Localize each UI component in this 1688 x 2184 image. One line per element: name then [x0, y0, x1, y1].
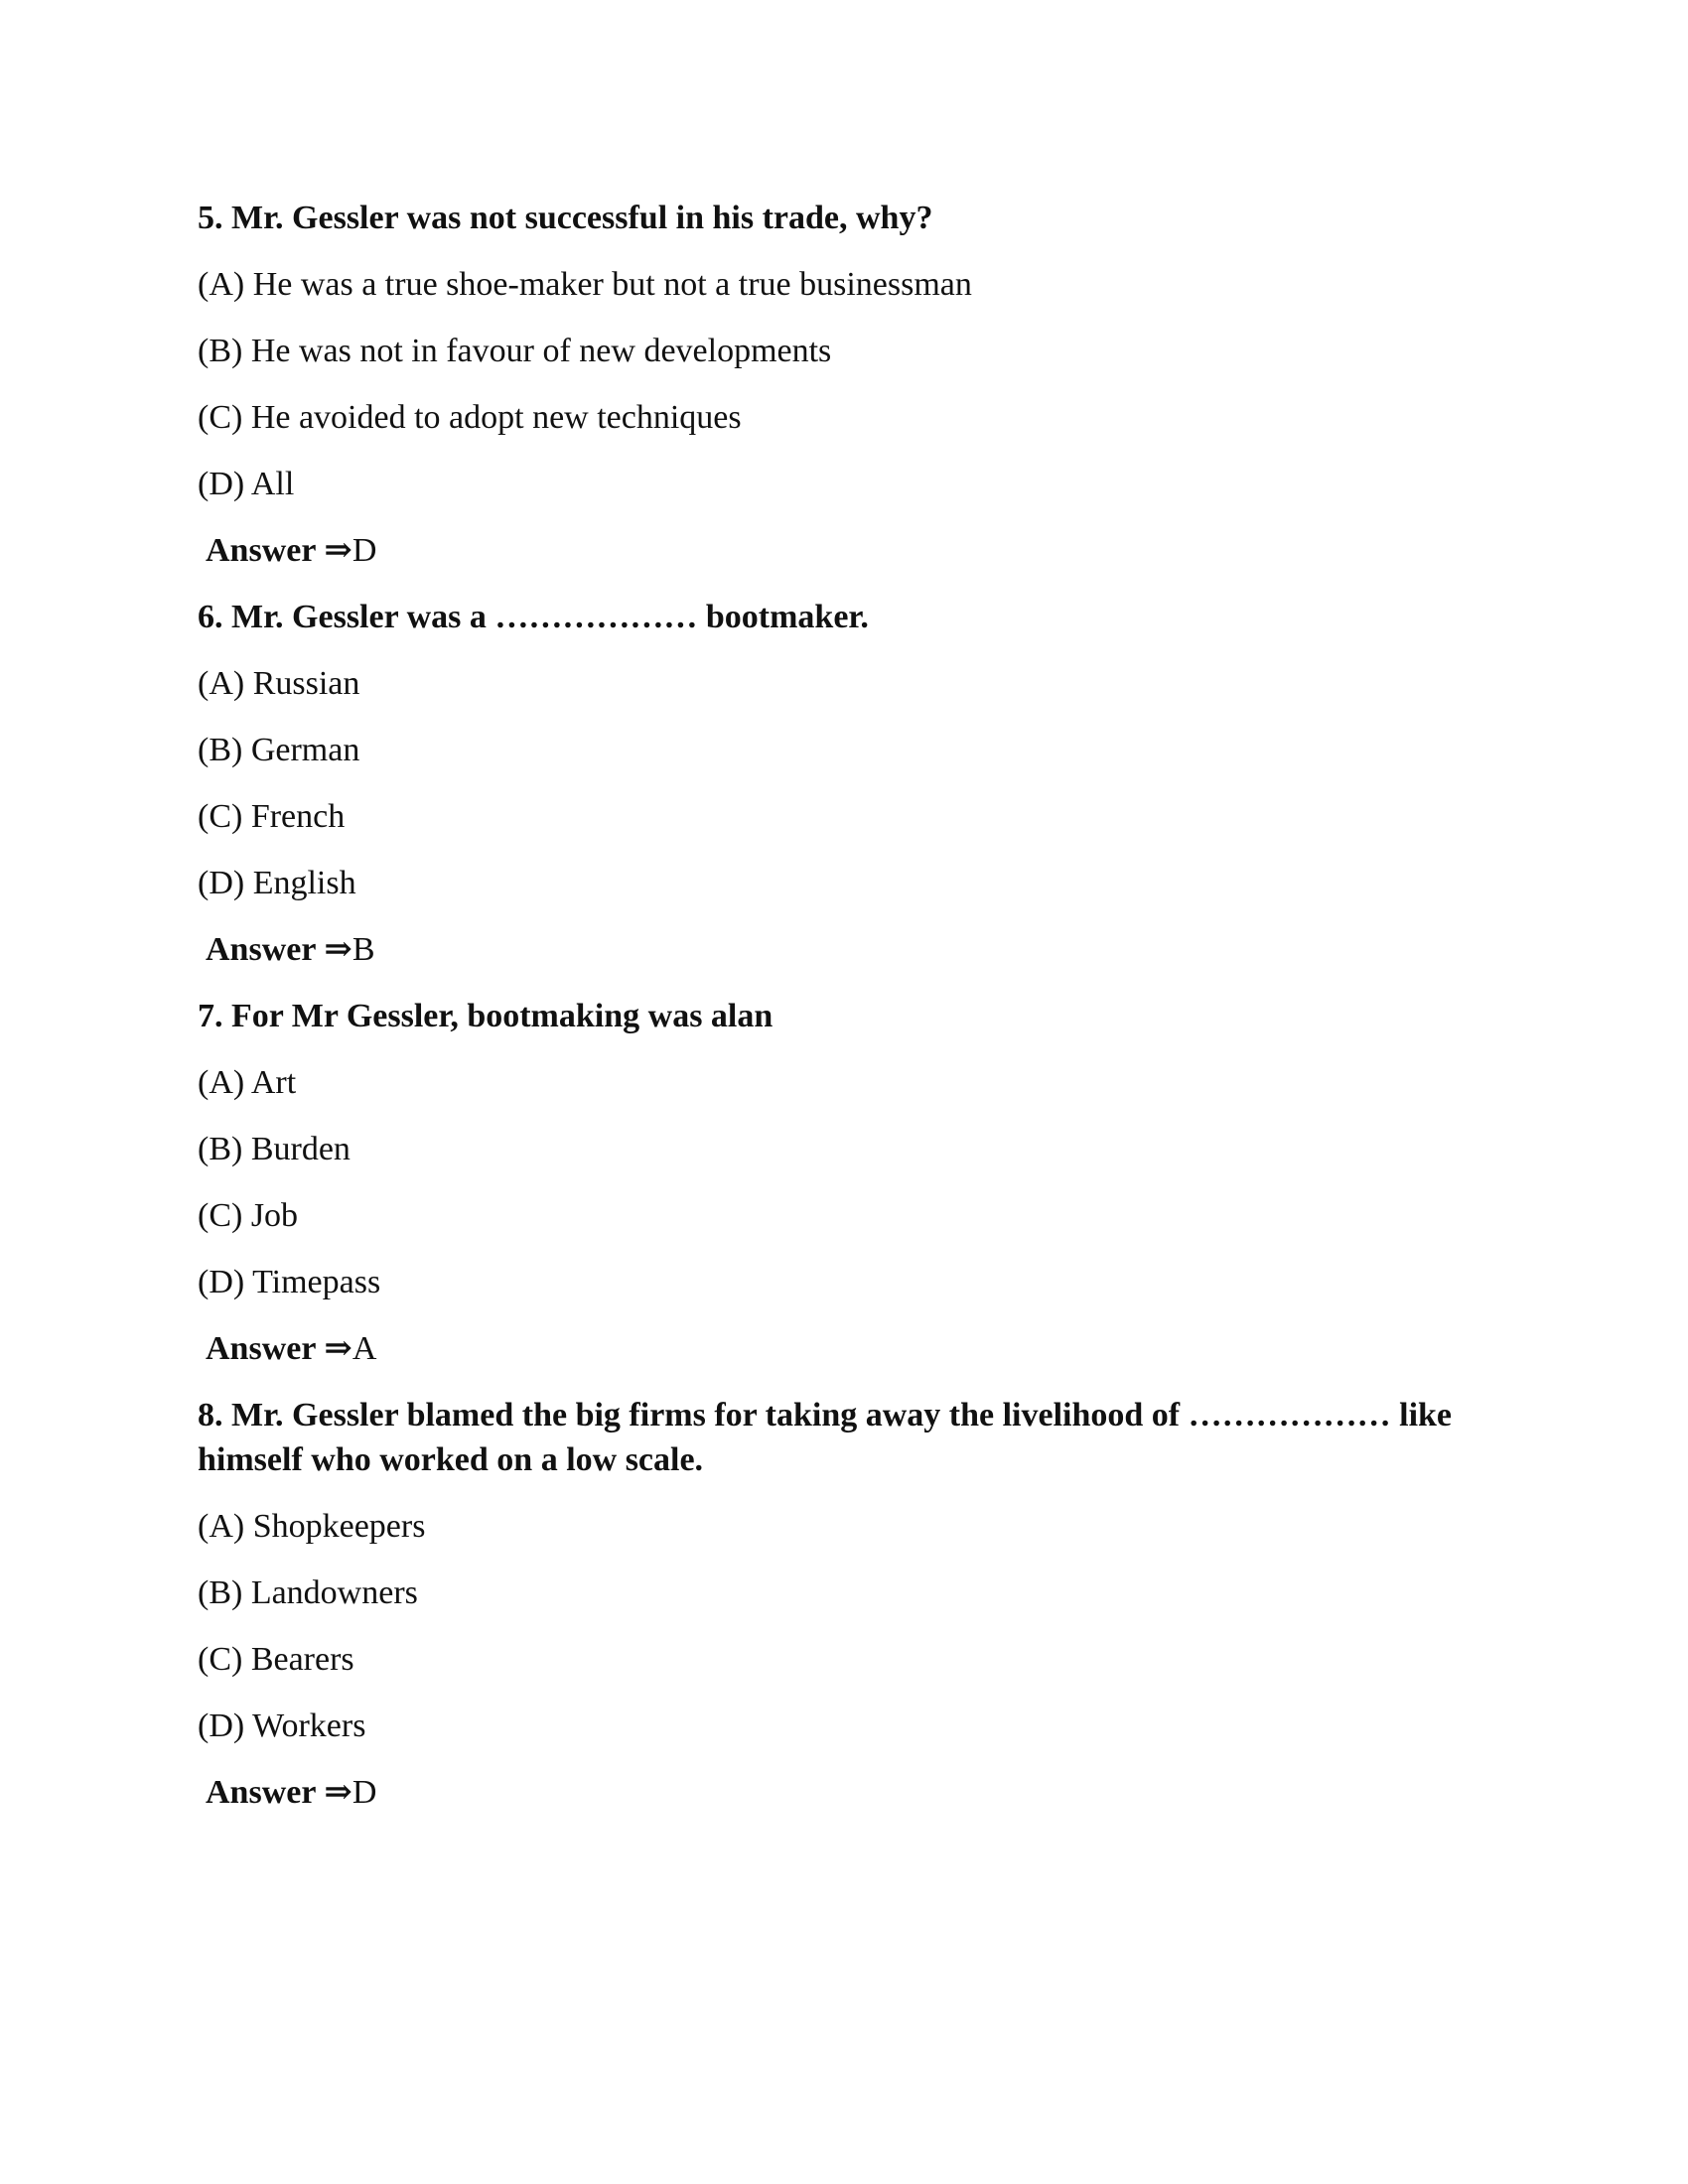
option-item: (A) Russian	[198, 665, 360, 702]
option-item: (C) French	[198, 798, 346, 835]
answer-label: Answer ⇒	[206, 1330, 352, 1367]
option-item: (D) All	[198, 466, 295, 502]
option-item: (D) Workers	[198, 1707, 366, 1744]
mcq-page	[198, 185, 1488, 1826]
option-item: (A) He was a true shoe-maker but not a true businessman	[198, 266, 972, 303]
answer-line	[198, 916, 1488, 983]
option-item: (C) Job	[198, 1197, 299, 1234]
answer-label: Answer ⇒	[206, 931, 352, 968]
question-block	[198, 185, 1488, 584]
option-item: (C) Bearers	[198, 1641, 354, 1678]
answer-value: D	[352, 532, 377, 569]
answer-label: Answer ⇒	[206, 1774, 352, 1811]
answer-line	[198, 1759, 1488, 1826]
option-item: (C) He avoided to adopt new techniques	[198, 399, 742, 436]
question-block	[198, 584, 1488, 983]
option-item: (A) Shopkeepers	[198, 1508, 426, 1545]
question-text: 6. Mr. Gessler was a ……………… bootmaker.	[198, 599, 869, 635]
answer-label: Answer ⇒	[206, 532, 352, 569]
option-item: (B) He was not in favour of new developments	[198, 333, 832, 369]
question-block	[198, 983, 1488, 1382]
option-item: (D) English	[198, 865, 356, 901]
answer-value: D	[352, 1774, 377, 1811]
answer-value: A	[352, 1330, 377, 1367]
option-item: (A) Art	[198, 1064, 297, 1101]
question-text: 5. Mr. Gessler was not successful in his trade, why?	[198, 200, 933, 236]
question-text: 7. For Mr Gessler, bootmaking was alan	[198, 998, 774, 1034]
option-item: (D) Timepass	[198, 1264, 381, 1300]
answer-line	[198, 517, 1488, 584]
answer-line	[198, 1315, 1488, 1382]
option-item: (B) German	[198, 732, 360, 768]
answer-value: B	[352, 931, 375, 968]
option-item: (B) Burden	[198, 1131, 351, 1167]
question-block	[198, 1382, 1488, 1826]
question-text: 8. Mr. Gessler blamed the big firms for taking away the livelihood of ……………… like himself who worked on a low scale.	[198, 1397, 1453, 1478]
option-item: (B) Landowners	[198, 1574, 418, 1611]
